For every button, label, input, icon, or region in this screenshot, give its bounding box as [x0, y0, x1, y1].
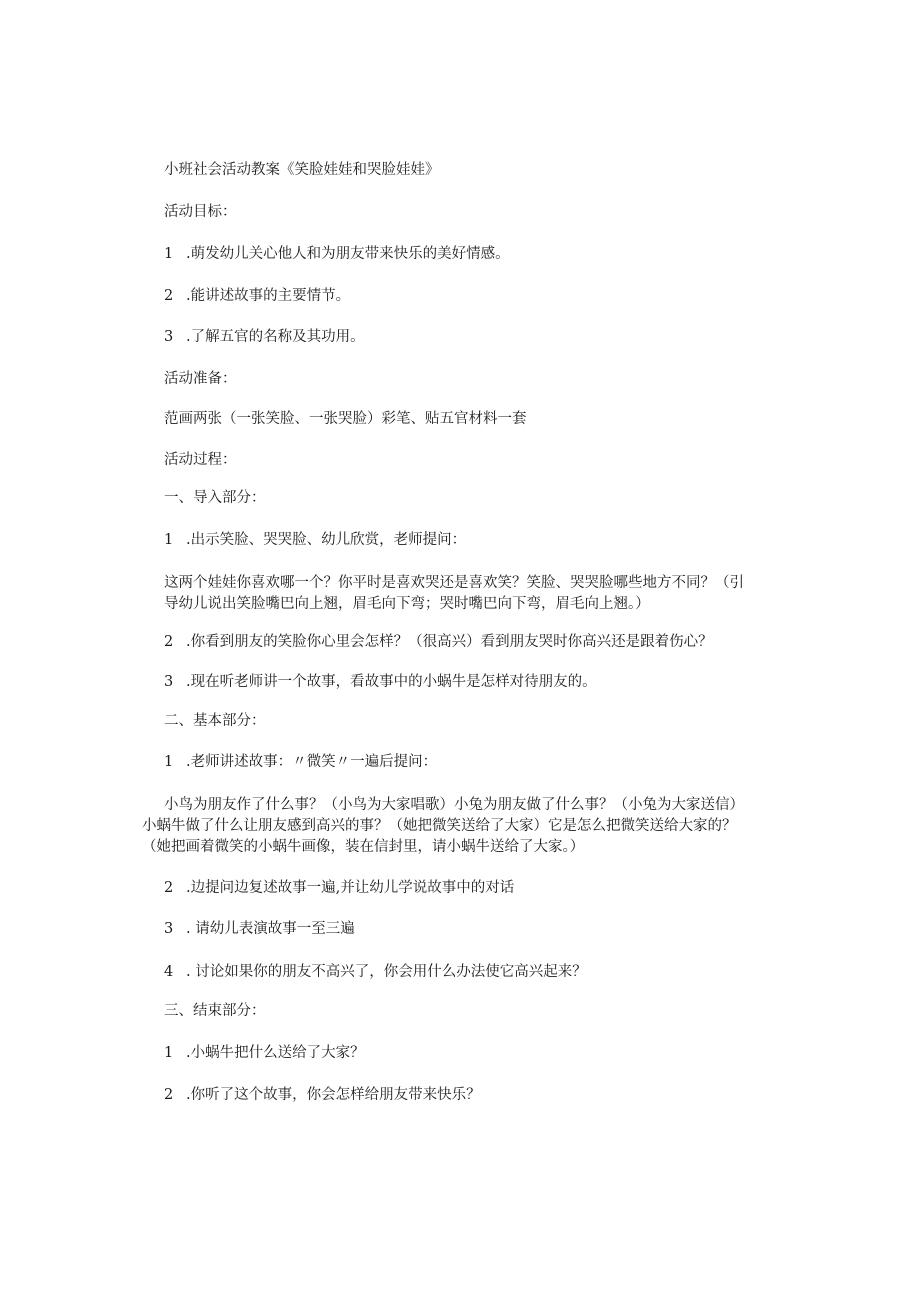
part2-item-2-number: 2	[164, 880, 174, 896]
part2-item-4-text: . 讨论如果你的朋友不高兴了，你会用什么办法使它高兴起来？	[186, 964, 587, 980]
part3-item-1	[164, 1042, 365, 1064]
part3-item-2	[164, 1084, 481, 1106]
part2-item-3-number: 3	[164, 921, 174, 937]
goal-item-2-text: .能讲述故事的主要情节。	[186, 288, 351, 304]
goal-item-1-text: .萌发幼儿关心他人和为朋友带来快乐的美好情感。	[186, 246, 510, 262]
part3-heading: 三、结束部分：	[164, 1003, 266, 1019]
part1-item-2	[164, 631, 713, 653]
document-title: 小班社会活动教案《笑脸娃娃和哭脸娃娃》	[164, 162, 440, 178]
part1-item-2-number: 2	[164, 634, 174, 650]
goal-item-1	[164, 243, 510, 265]
part2-paragraph-line-1: 小鸟为朋友作了什么事？（小鸟为大家唱歌）小兔为朋友做了什么事？（小兔为大家送信）	[164, 797, 744, 813]
part1-item-2-text: .你看到朋友的笑脸你心里会怎样？（很高兴）看到朋友哭时你高兴还是跟着伤心？	[186, 634, 713, 650]
part3-item-1-text: .小蜗牛把什么送给了大家？	[186, 1045, 365, 1061]
part2-item-1	[164, 751, 437, 773]
prep-text: 范画两张（一张笑脸、一张哭脸）彩笔、贴五官材料一套	[164, 411, 527, 427]
goal-item-3-text: .了解五官的名称及其功用。	[186, 329, 365, 345]
part1-item-1-text: .出示笑脸、哭哭脸、幼儿欣赏，老师提问：	[186, 532, 467, 548]
part1-item-3-number: 3	[164, 674, 174, 690]
goal-item-1-number: 1	[164, 246, 174, 262]
part2-item-3-text: . 请幼儿表演故事一至三遍	[186, 921, 355, 937]
part2-item-2	[164, 877, 514, 899]
part1-heading: 一、导入部分：	[164, 490, 266, 506]
part2-item-4	[164, 961, 587, 983]
part1-item-3	[164, 671, 597, 693]
goal-item-3	[164, 326, 365, 348]
goal-item-2	[164, 285, 350, 307]
part2-item-1-text: .老师讲述故事：〃微笑〃一遍后提问：	[186, 754, 438, 770]
part2-item-1-number: 1	[164, 754, 174, 770]
part1-item-1-number: 1	[164, 532, 174, 548]
goals-heading: 活动目标：	[164, 204, 237, 220]
part3-item-1-number: 1	[164, 1045, 174, 1061]
prep-heading: 活动准备：	[164, 371, 237, 387]
part1-paragraph-line-2: 导幼儿说出笑脸嘴巴向上翘，眉毛向下弯；哭时嘴巴向下弯，眉毛向上翘。）	[164, 596, 650, 612]
part3-item-2-number: 2	[164, 1087, 174, 1103]
part2-paragraph-line-3: （她把画着微笑的小蜗牛画像，装在信封里，请小蜗牛送给了大家。）	[142, 839, 585, 855]
part1-item-3-text: .现在听老师讲一个故事，看故事中的小蜗牛是怎样对待朋友的。	[186, 674, 597, 690]
goal-item-3-number: 3	[164, 329, 174, 345]
part1-paragraph-line-1-text: 这两个娃娃你喜欢哪一个？你平时是喜欢哭还是喜欢笑？笑脸、哭哭脸哪些地方不同？（引	[164, 575, 744, 591]
goal-item-2-number: 2	[164, 288, 174, 304]
part2-heading: 二、基本部分：	[164, 713, 266, 729]
part2-item-3	[164, 918, 355, 940]
part2-item-2-text: .边提问边复述故事一遍,并让幼儿学说故事中的对话	[186, 880, 515, 896]
part1-item-1	[164, 529, 466, 551]
part3-item-2-text: .你听了这个故事，你会怎样给朋友带来快乐？	[186, 1087, 481, 1103]
part2-paragraph-line-2: 小蜗牛做了什么让朋友感到高兴的事？（她把微笑送给了大家）它是怎么把微笑送给大家的？	[142, 818, 737, 834]
part1-paragraph-line-1	[164, 572, 744, 594]
process-heading: 活动过程：	[164, 452, 237, 468]
part2-item-4-number: 4	[164, 964, 174, 980]
